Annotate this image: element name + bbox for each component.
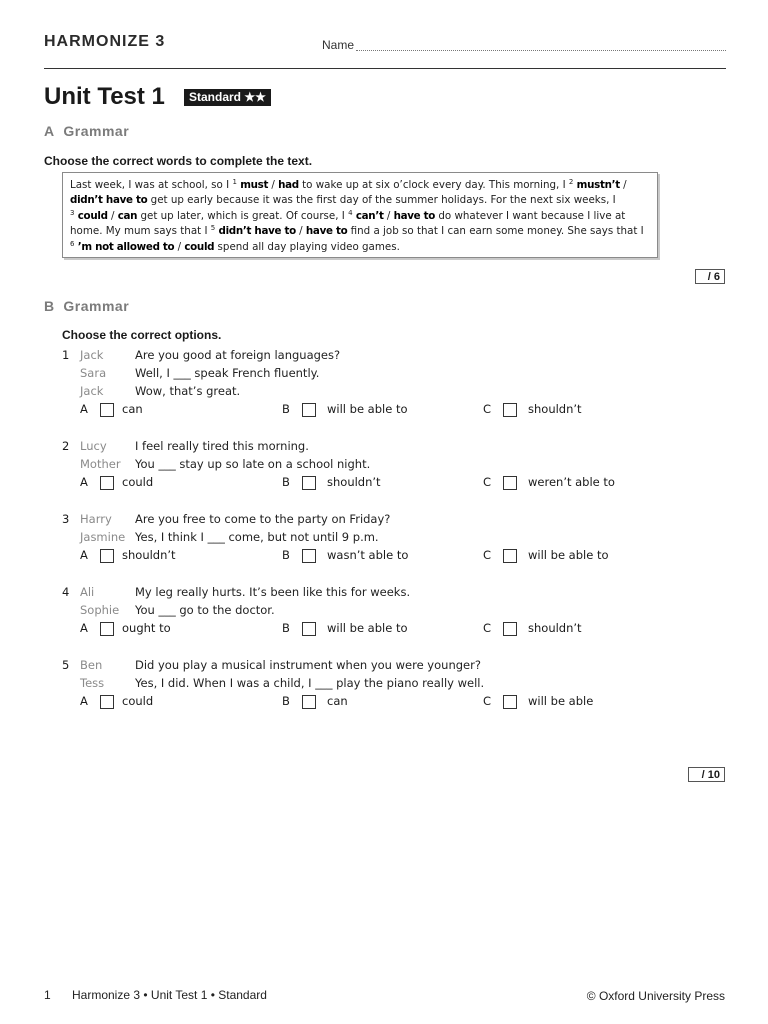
- option-word[interactable]: have to: [393, 209, 436, 222]
- option-text: can: [327, 694, 348, 708]
- dialogue-line: Yes, I did. When I was a child, I ___ play the piano really well.: [135, 676, 485, 690]
- section-b-instruction: Choose the correct options.: [62, 328, 222, 342]
- gap-number: 3: [70, 208, 75, 217]
- option-letter: B: [282, 548, 290, 562]
- header-divider: [44, 68, 726, 69]
- section-b-letter: B: [44, 298, 55, 314]
- section-a-heading: [44, 123, 129, 139]
- option-letter: C: [483, 694, 492, 708]
- question-number: 4: [62, 585, 70, 599]
- option-text: can: [122, 402, 143, 416]
- question-number: 5: [62, 658, 70, 672]
- option-text: shouldn’t: [528, 402, 582, 416]
- option-text: will be able to: [327, 402, 408, 416]
- speaker-name: Mother: [80, 457, 121, 471]
- option-word[interactable]: didn’t have to: [70, 194, 148, 207]
- option-letter: A: [80, 475, 88, 489]
- speaker-name: Sara: [80, 366, 107, 380]
- speaker-name: Tess: [80, 676, 105, 690]
- copyright: © Oxford University Press: [586, 989, 725, 1003]
- option-word[interactable]: can: [117, 209, 138, 222]
- speaker-name: Harry: [80, 512, 112, 526]
- speaker-name: Ali: [80, 585, 95, 599]
- question-number: 2: [62, 439, 70, 453]
- question-number: 3: [62, 512, 70, 526]
- option-word[interactable]: mustn’t: [576, 179, 620, 191]
- option-text: weren’t able to: [528, 475, 615, 489]
- option-text: wasn’t able to: [327, 548, 409, 562]
- name-field[interactable]: [356, 50, 726, 51]
- option-text: could: [122, 694, 154, 708]
- option-letter: B: [282, 694, 290, 708]
- option-word[interactable]: can’t: [355, 209, 384, 222]
- option-text: shouldn’t: [327, 475, 381, 489]
- gap-number: 4: [348, 208, 353, 217]
- speaker-name: Jack: [80, 384, 104, 398]
- dialogue-line: You ___ go to the doctor.: [135, 603, 275, 617]
- section-a-score-box: / 6: [695, 269, 725, 284]
- section-b-title: Grammar: [63, 298, 130, 314]
- gap-number: 2: [568, 178, 574, 186]
- option-text: will be able: [528, 694, 594, 708]
- gap-number: 6: [70, 239, 75, 248]
- option-letter: A: [80, 548, 88, 562]
- section-a-title: Grammar: [63, 123, 130, 139]
- answer-checkbox[interactable]: [503, 549, 517, 563]
- option-text: ought to: [122, 621, 171, 635]
- dialogue-line: You ___ stay up so late on a school night.: [135, 457, 371, 471]
- option-letter: B: [282, 475, 290, 489]
- answer-checkbox[interactable]: [100, 549, 114, 563]
- answer-checkbox[interactable]: [302, 622, 316, 636]
- speaker-name: Jack: [80, 348, 104, 362]
- page-number: 1: [44, 988, 51, 1002]
- option-letter: C: [483, 621, 492, 635]
- level-badge: Standard ★★: [184, 89, 271, 106]
- option-letter: C: [483, 402, 492, 416]
- dialogue-line: Wow, that’s great.: [135, 384, 241, 398]
- option-word[interactable]: could: [184, 240, 215, 253]
- dialogue-line: Did you play a musical instrument when you were younger?: [135, 658, 481, 672]
- dialogue-line: Well, I ___ speak French fluently.: [135, 366, 320, 380]
- section-a-instruction: Choose the correct words to complete the text.: [44, 154, 313, 168]
- speaker-name: Ben: [80, 658, 103, 672]
- option-letter: B: [282, 402, 290, 416]
- answer-checkbox[interactable]: [302, 476, 316, 490]
- option-letter: B: [282, 621, 290, 635]
- dialogue-line: Yes, I think I ___ come, but not until 9 p.m.: [135, 530, 379, 544]
- answer-checkbox[interactable]: [100, 403, 114, 417]
- answer-checkbox[interactable]: [503, 476, 517, 490]
- brand-logo: HARMONIZE 3: [44, 33, 166, 50]
- answer-checkbox[interactable]: [100, 695, 114, 709]
- answer-checkbox[interactable]: [302, 403, 316, 417]
- section-b-heading: [44, 298, 129, 314]
- speaker-name: Lucy: [80, 439, 107, 453]
- page-title: Unit Test 1: [44, 83, 165, 110]
- gap-number: 1: [232, 178, 237, 186]
- option-word[interactable]: could: [77, 209, 108, 222]
- dialogue-line: Are you free to come to the party on Friday?: [135, 512, 391, 526]
- answer-checkbox[interactable]: [503, 403, 517, 417]
- dialogue-line: Are you good at foreign languages?: [135, 348, 341, 362]
- option-word[interactable]: had: [278, 179, 299, 191]
- option-word[interactable]: ’m not allowed to: [77, 240, 175, 253]
- option-text: shouldn’t: [122, 548, 176, 562]
- speaker-name: Jasmine: [80, 530, 126, 544]
- passage-box: Last week, I was at school, so I $^1$ must / had to wake up at six o’clock every day. This morning, I $^2$ mustn’t / didn’t have to get up early because it was the first day of the summer holidays. For the next six weeks, I $^3$ could / can get up later, which is great. Of course, I $^4$ can’t / have to do whatever I want because I live at home. My mum says that I $^5$ didn’t have to / have to find a job so that I can earn some money. She says that I $^6$ ’m not allowed to / could spend all day playing video games.: [62, 172, 658, 258]
- option-text: shouldn’t: [528, 621, 582, 635]
- answer-checkbox[interactable]: [100, 476, 114, 490]
- dialogue-line: I feel really tired this morning.: [135, 439, 309, 453]
- question-number: 1: [62, 348, 70, 362]
- option-word[interactable]: have to: [305, 225, 348, 238]
- option-text: will be able to: [327, 621, 408, 635]
- option-word[interactable]: must: [240, 179, 269, 191]
- option-text: could: [122, 475, 154, 489]
- answer-checkbox[interactable]: [100, 622, 114, 636]
- gap-number: 5: [210, 224, 216, 233]
- option-letter: C: [483, 475, 492, 489]
- answer-checkbox[interactable]: [302, 549, 316, 563]
- speaker-name: Sophie: [80, 603, 120, 617]
- answer-checkbox[interactable]: [302, 695, 316, 709]
- dialogue-line: My leg really hurts. It’s been like this for weeks.: [135, 585, 411, 599]
- section-a-letter: A: [44, 123, 55, 139]
- answer-checkbox[interactable]: [503, 622, 517, 636]
- option-letter: A: [80, 402, 88, 416]
- option-word[interactable]: didn’t have to: [218, 225, 296, 238]
- footer-title: Harmonize 3 • Unit Test 1 • Standard: [72, 988, 267, 1002]
- option-letter: C: [483, 548, 492, 562]
- answer-checkbox[interactable]: [503, 695, 517, 709]
- option-letter: A: [80, 694, 88, 708]
- option-letter: A: [80, 621, 88, 635]
- option-text: will be able to: [528, 548, 609, 562]
- name-label: Name: [322, 38, 355, 52]
- section-b-score-box: / 10: [688, 767, 725, 782]
